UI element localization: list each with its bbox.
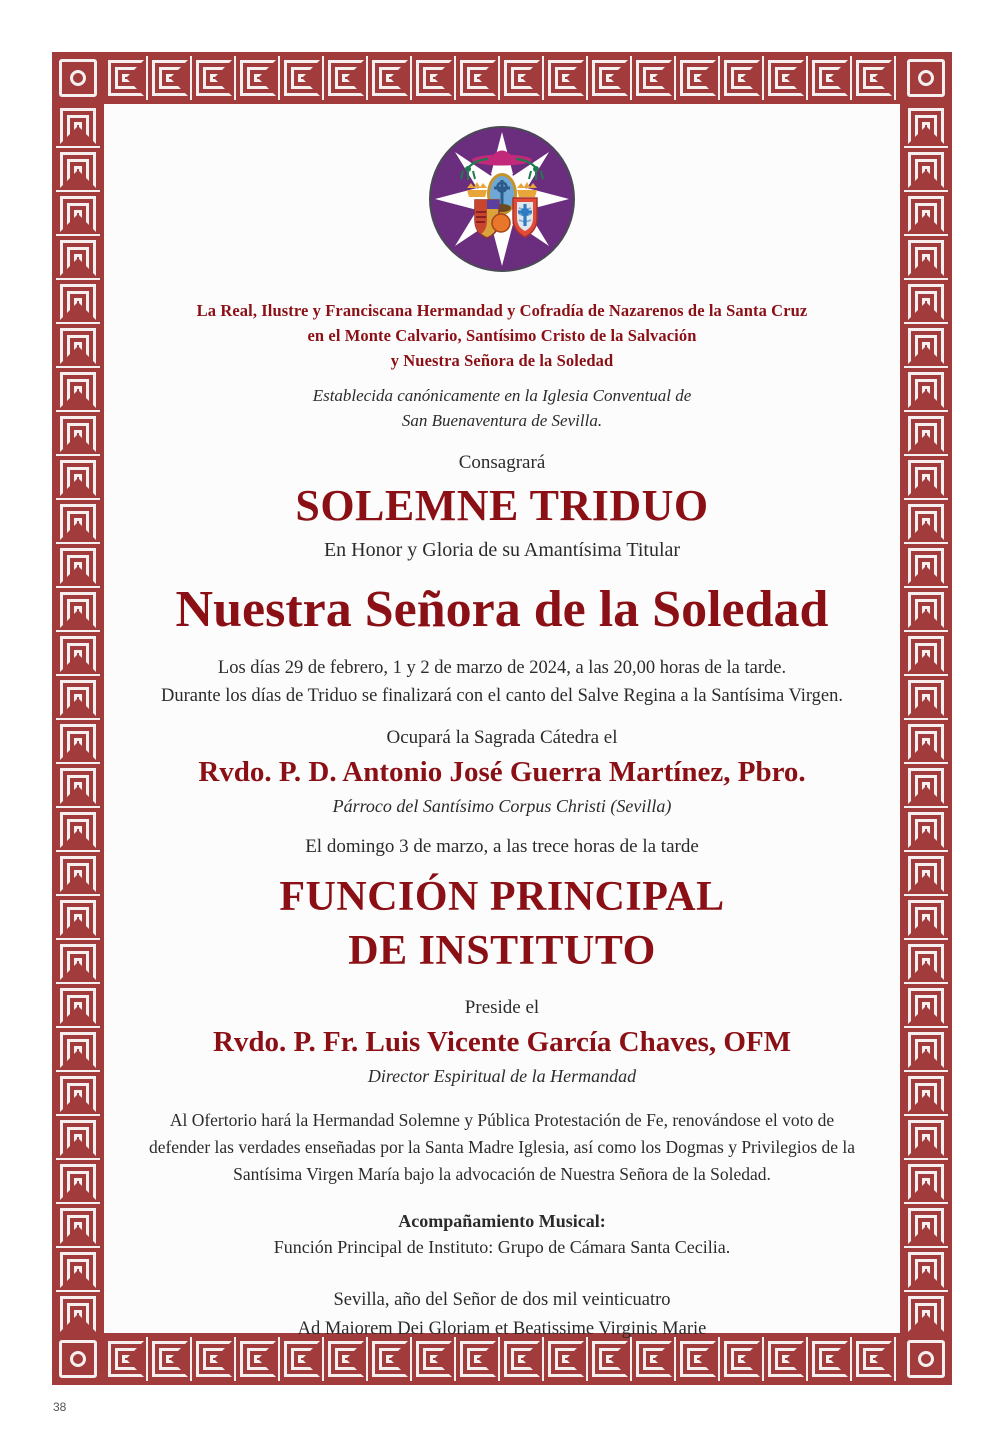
meander-tile: [56, 1160, 100, 1204]
meander-tile: [904, 588, 948, 632]
meander-tile: [904, 1116, 948, 1160]
border-corner-bottom-left-circle: [52, 1333, 104, 1385]
triduo-dates-line-1: Los días 29 de febrero, 1 y 2 de marzo de 2024, a las 20,00 horas de la tarde.: [217, 658, 787, 678]
page-number: 38: [53, 1400, 67, 1414]
meander-tile: [56, 104, 100, 148]
meander-tile: [904, 1160, 948, 1204]
meander-tile: [56, 456, 100, 500]
hermandad-title: [104, 298, 900, 373]
meander-tile: [56, 632, 100, 676]
meander-tile: [56, 764, 100, 808]
meander-tile: [56, 1116, 100, 1160]
meander-tile: [56, 544, 100, 588]
meander-tile: [904, 104, 948, 148]
orange-roundel-icon: [492, 214, 510, 232]
meander-tile: [56, 852, 100, 896]
funcion-principal-title: [104, 870, 900, 978]
hermandad-coat-of-arms-icon: [427, 124, 577, 274]
hermandad-title-line-1: La Real, Ilustre y Franciscana Hermandad y Cofradía de Nazarenos de la Santa Cruz: [196, 301, 808, 320]
meander-tile: [56, 808, 100, 852]
established-text: [104, 383, 900, 433]
presider-role: Director Espiritual de la Hermandad: [367, 1066, 637, 1086]
triduo-dates-line-2: Durante los días de Triduo se finalizará con el canto del Salve Regina a la Santísima Virgen.: [160, 686, 844, 706]
meander-tile: [56, 368, 100, 412]
meander-tile: [904, 676, 948, 720]
protestacion-line-2: defender las verdades enseñadas por la Santa Madre Iglesia, así como los Dogmas y Privilegios de la: [148, 1137, 856, 1157]
funcion-title-line-2: DE INSTITUTO: [348, 928, 656, 974]
meander-tile: [904, 1028, 948, 1072]
meander-tile: [56, 500, 100, 544]
solemne-triduo-title: SOLEMNE TRIDUO: [295, 481, 709, 530]
border-band-left: [52, 104, 104, 1333]
meander-tile: [904, 368, 948, 412]
meander-tile: [56, 148, 100, 192]
meander-tile: [904, 1292, 948, 1333]
border-band-right: [900, 104, 952, 1333]
protestacion-line-3: Santísima Virgen María bajo la advocación de Nuestra Señora de la Soledad.: [233, 1164, 771, 1184]
meander-tile: [56, 984, 100, 1028]
protestacion-de-fe-paragraph: [104, 1107, 900, 1188]
meander-tile: [904, 1204, 948, 1248]
closing-line-1: Sevilla, año del Señor de dos mil veinticuatro: [333, 1290, 671, 1310]
triduo-dates: [104, 654, 900, 710]
meander-tile: [56, 588, 100, 632]
presider-name: Rvdo. P. Fr. Luis Vicente García Chaves, OFM: [212, 1026, 792, 1058]
triduo-subtitle: En Honor y Gloria de su Amantísima Titular: [323, 539, 681, 561]
closing-block: [104, 1286, 900, 1344]
funcion-title-line-1: FUNCIÓN PRINCIPAL: [279, 874, 725, 920]
titular-name: Nuestra Señora de la Soledad: [175, 581, 829, 638]
meander-tile: [904, 192, 948, 236]
meander-tile: [56, 1292, 100, 1333]
meander-tile: [56, 324, 100, 368]
right-shield-icon: [513, 198, 537, 237]
protestacion-line-1: Al Ofertorio hará la Hermandad Solemne y Pública Protestación de Fe, renovándose el voto de: [169, 1110, 835, 1130]
meander-tile: [904, 632, 948, 676]
meander-tile: [904, 764, 948, 808]
meander-tile: [56, 1072, 100, 1116]
meander-tile: [904, 412, 948, 456]
meander-tile: [56, 1028, 100, 1072]
presider-lead: Preside el: [464, 997, 540, 1018]
consagrara-lead: Consagrará: [458, 452, 546, 473]
meander-tile: [904, 720, 948, 764]
meander-tile: [56, 940, 100, 984]
crest-container: [104, 124, 900, 274]
meander-tile: [904, 852, 948, 896]
hermandad-title-line-2: en el Monte Calvario, Santísimo Cristo de la Salvación: [307, 326, 697, 345]
meander-tile: [904, 236, 948, 280]
preacher-name: Rvdo. P. D. Antonio José Guerra Martínez, Pbro.: [198, 756, 806, 788]
meander-tile: [56, 1204, 100, 1248]
meander-tile: [56, 896, 100, 940]
meander-tile: [904, 984, 948, 1028]
established-line-1: Establecida canónicamente en la Iglesia Conventual de: [312, 386, 692, 405]
meander-tile: [56, 412, 100, 456]
meander-tile: [904, 1248, 948, 1292]
meander-tile: [904, 324, 948, 368]
meander-tile: [904, 456, 948, 500]
meander-tile: [56, 192, 100, 236]
hermandad-title-line-3: y Nuestra Señora de la Soledad: [390, 351, 614, 370]
meander-tile: [56, 1248, 100, 1292]
preacher-lead: Ocupará la Sagrada Cátedra el: [386, 727, 618, 748]
announcement-content: [104, 52, 900, 1385]
established-line-2: San Buenaventura de Sevilla.: [401, 411, 603, 430]
meander-tile: [904, 896, 948, 940]
meander-tile: [904, 940, 948, 984]
meander-tile: [904, 500, 948, 544]
meander-tile: [904, 808, 948, 852]
meander-tile: [56, 720, 100, 764]
meander-tile: [904, 1072, 948, 1116]
meander-tile: [56, 280, 100, 324]
meander-tile: [56, 236, 100, 280]
border-corner-bottom-right-circle: [900, 1333, 952, 1385]
border-corner-top-left-circle: [52, 52, 104, 104]
meander-tile: [904, 148, 948, 192]
funcion-date: El domingo 3 de marzo, a las trece horas de la tarde: [305, 836, 699, 857]
closing-line-2: Ad Maiorem Dei Gloriam et Beatissime Virginis Marie: [297, 1319, 707, 1339]
music-line-1: Función Principal de Instituto: Grupo de Cámara Santa Cecilia.: [273, 1237, 731, 1257]
preacher-role: Párroco del Santísimo Corpus Christi (Sevilla): [332, 796, 672, 816]
meander-tile: [56, 676, 100, 720]
meander-tile: [904, 280, 948, 324]
meander-tile: [904, 544, 948, 588]
border-corner-top-right-circle: [900, 52, 952, 104]
music-heading: Acompañamiento Musical:: [398, 1211, 606, 1231]
